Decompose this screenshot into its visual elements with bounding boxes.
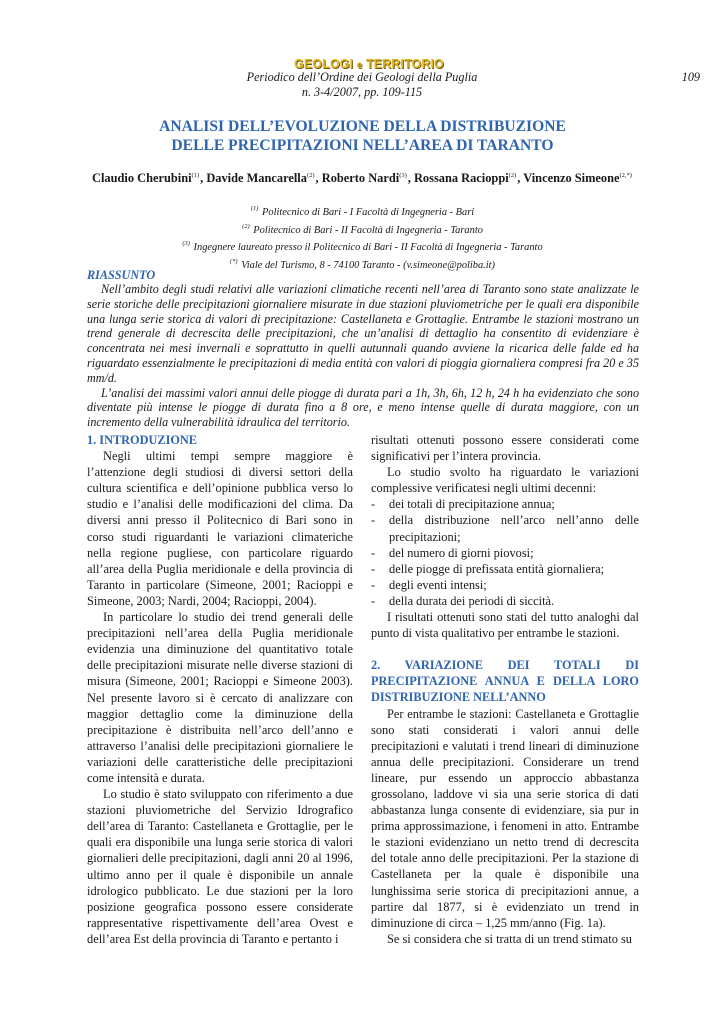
article-title-line2: DELLE PRECIPITAZIONI NELL’AREA DI TARANTO — [171, 137, 554, 154]
author-affiliation-mark: (2) — [508, 172, 517, 179]
list-dash: - — [371, 561, 376, 576]
right-column — [371, 432, 639, 947]
affiliation-mark: (3) — [182, 240, 190, 248]
journal-subtitle-line1: Periodico dell’Ordine dei Geologi della Puglia — [246, 70, 478, 84]
body-paragraph: Lo studio è stato sviluppato con riferimento a due stazioni pluviometriche del Servizio Idrografico dell’area di Taranto: Castellaneta e Grottaglie, per le quali era disponibile una lunga serie storica di valori giornalieri delle precipitazioni, dagli anni 20 al 1996, ultimo anno per il quale è disponibile un annale idrologico pubblicato. Le due stazioni per la loro posizione geografica possono essere considerate rappresentative rispettivamente dell’area Ovest e dell’area Est della provincia di Taranto e pertanto i — [87, 787, 353, 946]
list-dash: - — [371, 545, 376, 560]
affiliation-text: Ingegnere laureato presso il Politecnico di Bari - II Facoltà di Ingegneria - Taranto — [193, 242, 543, 254]
list-item — [371, 593, 639, 609]
abstract-paragraph: Nell’ambito degli studi relativi alle variazioni climatiche recenti nell’area di Taranto sono state analizzate le serie storiche delle precipitazioni giornaliere misurate in due stazioni pluviometriche per le quali era disponibile una lunga serie storica di valori di precipitazione: Castellaneta e Grottaglie. Entrambe le stazioni mostrano un trend generale di decrescita delle precipitazioni, che un’analisi di dettaglio ha consentito di evidenziare è concentrata nei mesi invernali e soprattutto in quelli autunnali quando avviene la ricarica delle falde ed ha riguardato essenzialmente le precipitazioni di media entità con valori di pioggia giornaliera compresi fra 20 e 35 mm/d. — [87, 282, 639, 385]
author-list: Claudio Cherubini$^{(1)}$, Davide Mancarella$^{(2)}$, Roberto Nardi$^{(3)}$, Rossana Racioppi$^{(2)}$, Vincenzo Simeone$^{(2,*)}$ — [92, 171, 632, 185]
journal-title-connector: e — [356, 60, 363, 71]
journal-title-part2: TERRITORIO — [366, 57, 444, 71]
affiliation-item — [80, 202, 645, 220]
journal-subtitle — [180, 70, 544, 99]
body-paragraph: Per entrambe le stazioni: Castellaneta e Grottaglie sono stati considerati i valori annui delle precipitazioni e valutati i trend lineari di diminuzione annua delle precipitazioni. Considerare un trend lineare, pur essendo un approccio abbastanza grossolano, laddove vi sia una serie storica di dati abbastanza lunga consente di evidenziare, sia pur in prima approssimazione, i fenomeni in atto. Entrambe le stazioni evidenziano un netto trend di decrescita del totale anno delle precipitazioni. Per la stazione di Castellaneta per la quale è disponibile una lunghissima serie storica di precipitazioni annue, a partire dal 1877, si è evidenziato un trend in diminuzione di circa – 1,25 mm/anno (Fig. 1a). — [371, 706, 639, 930]
affiliation-mark: (*) — [229, 257, 238, 265]
section-heading-introduzione: 1. INTRODUZIONE — [87, 433, 198, 447]
affiliation-text: Politecnico di Bari - I Facoltà di Ingegneria - Bari — [262, 207, 475, 218]
list-item — [371, 545, 639, 561]
section-spacer — [371, 641, 639, 657]
list-item-text: della durata dei periodi di siccità. — [389, 593, 555, 608]
list-item-text: dei totali di precipitazione annua; — [389, 497, 555, 512]
list-item — [371, 577, 639, 593]
article-title-line1: ANALISI DELL’EVOLUZIONE DELLA DISTRIBUZIONE — [159, 118, 566, 135]
list-item — [371, 496, 639, 512]
author-affiliation-mark: (2,*) — [619, 172, 632, 179]
list-dash: - — [371, 593, 376, 608]
author-affiliation-mark: (2) — [306, 172, 315, 179]
study-topics-list — [371, 496, 639, 609]
author-name: Davide Mancarella — [206, 171, 307, 185]
author-name: Claudio Cherubini — [92, 171, 192, 185]
body-paragraph: I risultati ottenuti sono stati del tutto analoghi dal punto di vista qualitativo per entrambe le stazioni. — [371, 610, 639, 641]
list-item-text: delle piogge di prefissata entità giornaliera; — [389, 561, 605, 576]
list-item — [371, 561, 639, 577]
list-dash: - — [371, 497, 376, 512]
journal-title — [289, 57, 449, 71]
author-name: Rossana Racioppi — [413, 171, 509, 185]
author-affiliation-mark: (3) — [399, 172, 407, 179]
affiliation-item — [80, 237, 645, 255]
list-item-text: degli eventi intensi; — [389, 577, 487, 592]
list-dash: - — [371, 513, 376, 528]
list-dash: - — [371, 577, 376, 592]
affiliation-mark: (2) — [242, 222, 250, 230]
section-heading-variazione: 2. VARIAZIONE DEI TOTALI DI PRECIPITAZIONE ANNUA E DELLA LORO DISTRIBUZIONE NELL’ANNO — [371, 658, 639, 705]
article-title — [60, 117, 665, 155]
abstract-paragraph: L’analisi dei massimi valori annui delle piogge di durata pari a 1h, 3h, 6h, 12 h, 24 h ha evidenziato che sono diventate più intense le piogge di durata fino a 8 ore, e meno intense quelle di durata maggiore, con un incremento della vulnerabilità idraulica del territorio. — [87, 385, 639, 430]
left-column — [87, 432, 353, 947]
list-item-text: della distribuzione nell’arco nell’anno delle precipitazioni; — [389, 513, 639, 544]
body-paragraph: Lo studio svolto ha riguardato le variazioni complessive verificatesi negli ultimi decenni: — [371, 465, 639, 496]
affiliation-text: Politecnico di Bari - II Facoltà di Ingegneria - Taranto — [253, 224, 483, 236]
affiliation-mark: (1) — [250, 205, 259, 212]
abstract-heading: RIASSUNTO — [87, 268, 156, 282]
journal-title-part1: GEOLOGI — [294, 57, 354, 71]
body-paragraph: Negli ultimi tempi sempre maggiore è l’attenzione degli studiosi di diversi settori della cultura scientifica e dell’opinione pubblica verso lo studio e l’analisi delle modificazioni del clima. Da diversi anni presso il Politecnico di Bari sono in corso studi riguardanti le variazioni climateriche nella regione pugliese, con particolare riguardo all’area della Puglia meridionale e della provincia di Taranto in particolare (Simeone, 2001; Racioppi e Simeone, 2003; Nardi, 2004; Racioppi, 2004). — [87, 449, 353, 608]
body-paragraph: risultati ottenuti possono essere considerati come significativi per l’intera provincia. — [371, 433, 639, 464]
affiliation-list — [80, 202, 645, 272]
affiliation-item — [80, 220, 645, 238]
list-item-text: del numero di giorni piovosi; — [389, 545, 534, 560]
list-item — [371, 512, 639, 544]
journal-issue-pages: n. 3-4/2007, pp. 109-115 — [301, 84, 423, 99]
author-name: Vincenzo Simeone — [523, 171, 620, 185]
page-number: 109 — [681, 70, 700, 84]
abstract-body — [87, 282, 639, 430]
affiliation-text: Viale del Turismo, 8 - 74100 Taranto - (v.simeone@poliba.it) — [241, 259, 496, 271]
body-paragraph: Se si considera che si tratta di un trend stimato su — [387, 931, 633, 946]
author-name: Roberto Nardi — [321, 171, 400, 185]
affiliation-item — [80, 255, 645, 273]
body-paragraph: In particolare lo studio dei trend generali delle precipitazioni nell’area della Puglia meridionale evidenzia una diminuzione del quantitativo totale delle precipitazioni misurate nelle diverse stazioni di misura (Simeone, 2001; Racioppi e Simeone 2003). Nel presente lavoro si è cercato di analizzare con maggior dettaglio come la diminuzione della precipitazione è distribuita nell’arco dell’anno e attraverso l’analisi delle precipitazioni giornaliere le variazioni delle caratteristiche delle precipitazioni come intensità e durata. — [87, 610, 353, 785]
author-affiliation-mark: (1) — [191, 172, 200, 179]
